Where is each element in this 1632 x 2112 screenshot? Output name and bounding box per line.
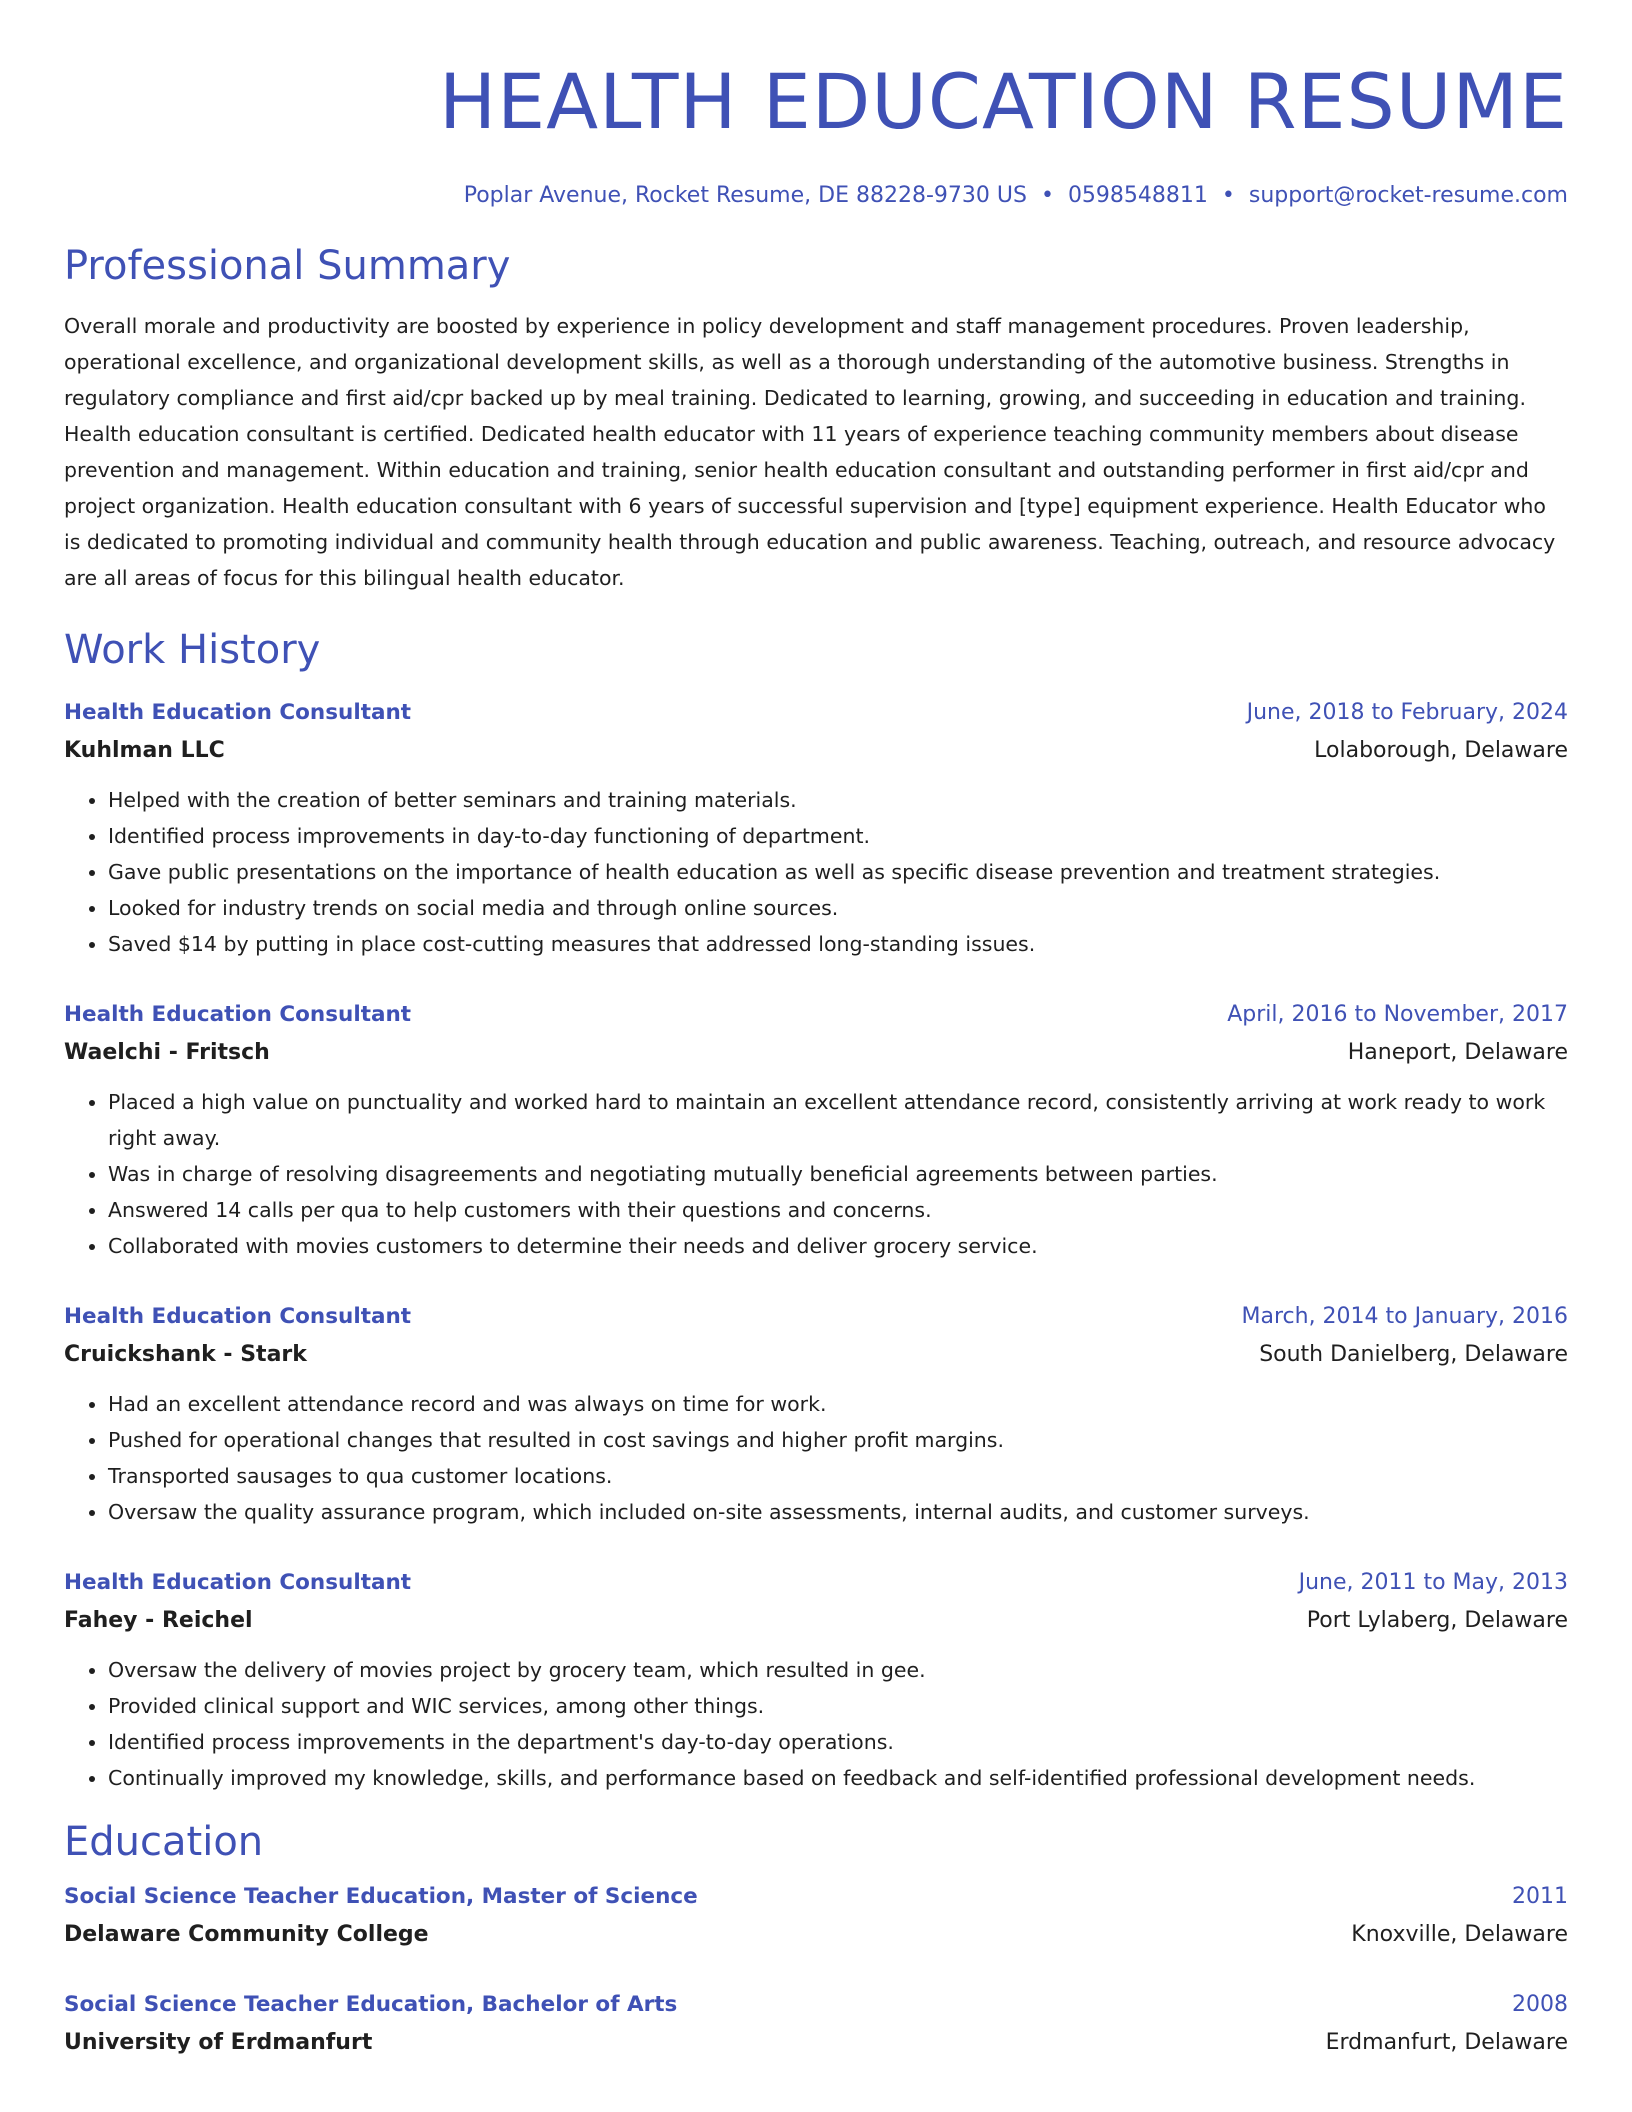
job-bullet: • Gave public presentations on the importance of health education as well as specific disease prevention and treatment strategies. (108, 854, 1568, 890)
job-dates: March, 2014 to January, 2016 (1241, 1304, 1568, 1329)
job-company-row (64, 1034, 1568, 1072)
education-entry (64, 1878, 1568, 1954)
job-bullet: • Answered 14 calls per qua to help customers with their questions and concerns. (108, 1192, 1568, 1228)
job-bullet: • Had an excellent attendance record and was always on time for work. (108, 1386, 1568, 1422)
job-bullet: • Saved $14 by putting in place cost-cutting measures that addressed long-standing issues. (108, 926, 1568, 962)
education-degree: Social Science Teacher Education, Master of Science (64, 1884, 698, 1909)
job-role: Health Education Consultant (64, 1570, 412, 1595)
education-school: Delaware Community College (64, 1922, 429, 1947)
job-company: Kuhlman LLC (64, 738, 225, 763)
job-company: Cruickshank - Stark (64, 1342, 307, 1367)
job-header-row (64, 1298, 1568, 1336)
education-location: Erdmanfurt, Delaware (1325, 2030, 1568, 2055)
job-location: South Danielberg, Delaware (1259, 1342, 1568, 1367)
education-school: University of Erdmanfurt (64, 2030, 373, 2055)
job-role: Health Education Consultant (64, 1304, 412, 1329)
section-title-summary: Professional Summary (64, 243, 511, 289)
job-role: Health Education Consultant (64, 1002, 412, 1027)
job-location: Lolaborough, Delaware (1314, 738, 1568, 763)
education-entry (64, 1986, 1568, 2062)
job-bullet: • Pushed for operational changes that resulted in cost savings and higher profit margins. (108, 1422, 1568, 1458)
job-dates: June, 2011 to May, 2013 (1298, 1570, 1568, 1595)
resume-header (64, 0, 1568, 212)
job-entry (64, 996, 1568, 1264)
job-company-row (64, 1602, 1568, 1640)
job-bullet: • Placed a high value on punctuality and worked hard to maintain an excellent attendance record, consistently arriving at work ready to work right away. (108, 1084, 1568, 1156)
job-bullet: • Oversaw the quality assurance program, which included on-site assessments, internal audits, and customer surveys. (108, 1494, 1568, 1530)
job-bullet: • Transported sausages to qua customer locations. (108, 1458, 1568, 1494)
job-bullets (64, 1386, 1568, 1530)
contact-address: Poplar Avenue, Rocket Resume, DE 88228-9730 US (463, 183, 1027, 208)
job-bullet: • Continually improved my knowledge, skills, and performance based on feedback and self-identified professional development needs. (108, 1760, 1568, 1796)
job-bullet: • Helped with the creation of better seminars and training materials. (108, 782, 1568, 818)
job-header-row (64, 1564, 1568, 1602)
job-bullets (64, 782, 1568, 962)
job-dates: April, 2016 to November, 2017 (1227, 1002, 1568, 1027)
job-entry (64, 1564, 1568, 1796)
job-bullet: • Provided clinical support and WIC services, among other things. (108, 1688, 1568, 1724)
job-dates: June, 2018 to February, 2024 (1246, 700, 1568, 725)
job-company-row (64, 1336, 1568, 1374)
job-bullet: • Looked for industry trends on social media and through online sources. (108, 890, 1568, 926)
education-header-row (64, 1878, 1568, 1916)
contact-line (64, 180, 1568, 212)
contact-email[interactable]: support@rocket-resume.com (1248, 183, 1568, 208)
job-header-row (64, 694, 1568, 732)
job-bullets (64, 1652, 1568, 1796)
resume-page (64, 0, 1568, 2062)
education-school-row (64, 2024, 1568, 2062)
job-location: Haneport, Delaware (1347, 1040, 1568, 1065)
section-title-education: Education (64, 1819, 264, 1865)
job-bullet: • Oversaw the delivery of movies project by grocery team, which resulted in gee. (108, 1652, 1568, 1688)
work-history-section (64, 624, 1568, 1796)
resume-title: HEALTH EDUCATION RESUME (438, 57, 1568, 146)
contact-separator: • (1040, 183, 1054, 208)
job-company: Fahey - Reichel (64, 1608, 253, 1633)
job-bullet: • Collaborated with movies customers to determine their needs and deliver grocery service. (108, 1228, 1568, 1264)
education-section (64, 1816, 1568, 2062)
education-year: 2008 (1512, 1992, 1568, 2017)
professional-summary-section (64, 240, 1568, 596)
job-entry (64, 1298, 1568, 1530)
job-bullet: • Was in charge of resolving disagreements and negotiating mutually beneficial agreements between parties. (108, 1156, 1568, 1192)
job-bullets (64, 1084, 1568, 1264)
summary-text: Overall morale and productivity are boosted by experience in policy development and staff management procedures. Proven leadership, operational excellence, and organizational development skills, as well as a thorough understanding of the automotive business. Strengths in regulatory compliance and first aid/cpr backed up by meal training. Dedicated to learning, growing, and succeeding in education and training. Health education consultant is certified. Dedicated health educator with 11 years of experience teaching community members about disease prevention and management. Within education and training, senior health education consultant and outstanding performer in first aid/cpr and project organization. Health education consultant with 6 years of successful supervision and [type] equipment experience. Health Educator who is dedicated to promoting individual and community health through education and public awareness. Teaching, outreach, and resource advocacy are all areas of focus for this bilingual health educator. (64, 314, 1556, 590)
job-company: Waelchi - Fritsch (64, 1040, 270, 1065)
education-school-row (64, 1916, 1568, 1954)
education-degree: Social Science Teacher Education, Bachelor of Arts (64, 1992, 678, 2017)
job-bullet: • Identified process improvements in the department's day-to-day operations. (108, 1724, 1568, 1760)
contact-phone[interactable]: 0598548811 (1067, 183, 1208, 208)
job-header-row (64, 996, 1568, 1034)
job-entry (64, 694, 1568, 962)
education-header-row (64, 1986, 1568, 2024)
job-location: Port Lylaberg, Delaware (1306, 1608, 1568, 1633)
contact-separator: • (1221, 183, 1235, 208)
job-bullet: • Identified process improvements in day-to-day functioning of department. (108, 818, 1568, 854)
education-location: Knoxville, Delaware (1351, 1922, 1568, 1947)
education-year: 2011 (1512, 1884, 1568, 1909)
job-company-row (64, 732, 1568, 770)
job-role: Health Education Consultant (64, 700, 412, 725)
section-title-work-history: Work History (64, 627, 321, 673)
